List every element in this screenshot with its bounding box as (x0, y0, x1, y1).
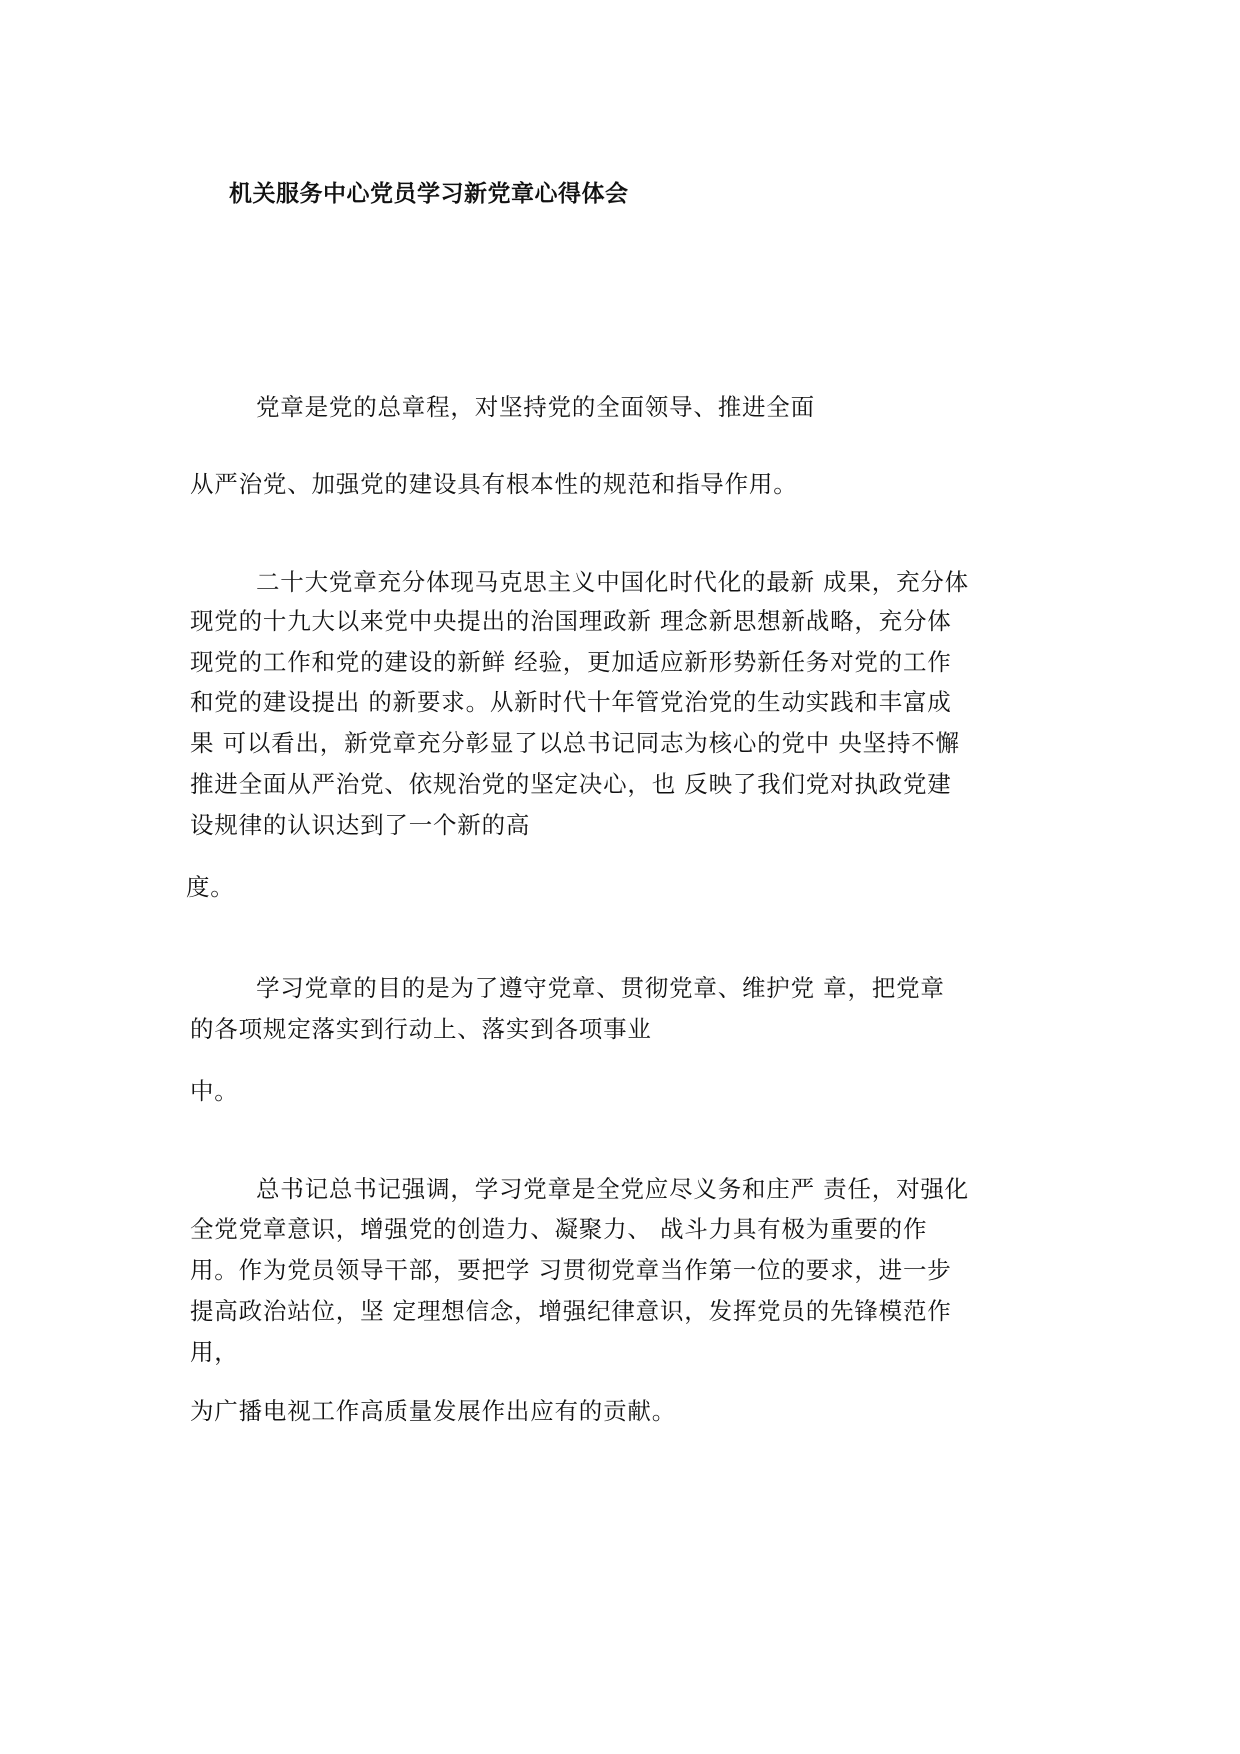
paragraph-2-line-8: 度。 (186, 873, 235, 901)
paragraph-2-line-3: 现党的工作和党的建设的新鲜 经验，更加适应新形势新任务对党的工作 (190, 648, 952, 676)
paragraph-3-line-1: 学习党章的目的是为了遵守党章、贯彻党章、维护党 章，把党章 (256, 974, 945, 1002)
paragraph-3-line-3: 中。 (190, 1077, 239, 1105)
paragraph-4-line-6: 为广播电视工作高质量发展作出应有的贡献。 (190, 1397, 676, 1425)
paragraph-2-line-1: 二十大党章充分体现马克思主义中国化时代化的最新 成果，充分体 (256, 568, 969, 596)
paragraph-2-line-5: 果 可以看出，新党章充分彰显了以总书记同志为核心的党中 央坚持不懈 (190, 729, 960, 757)
paragraph-1-line-2: 从严治党、加强党的建设具有根本性的规范和指导作用。 (190, 470, 798, 498)
paragraph-1-line-1: 党章是党的总章程，对坚持党的全面领导、推进全面 (256, 393, 815, 421)
paragraph-2-line-7: 设规律的认识达到了一个新的高 (190, 811, 531, 839)
paragraph-4-line-2: 全党党章意识，增强党的创造力、凝聚力、 战斗力具有极为重要的作 (190, 1215, 928, 1243)
paragraph-4-line-3: 用。作为党员领导干部，要把学 习贯彻党章当作第一位的要求，进一步 (190, 1256, 952, 1284)
paragraph-2-line-2: 现党的十九大以来党中央提出的治国理政新 理念新思想新战略，充分体 (190, 607, 952, 635)
paragraph-4-line-5: 用， (190, 1338, 239, 1366)
paragraph-4-line-4: 提高政治站位，坚 定理想信念，增强纪律意识，发挥党员的先锋模范作 (190, 1297, 952, 1325)
document-title: 机关服务中心党员学习新党章心得体会 (229, 181, 629, 207)
paragraph-3-line-2: 的各项规定落实到行动上、落实到各项事业 (190, 1015, 652, 1043)
paragraph-2-line-6: 推进全面从严治党、依规治党的坚定决心，也 反映了我们党对执政党建 (190, 770, 952, 798)
paragraph-4-line-1: 总书记总书记强调，学习党章是全党应尽义务和庄严 责任，对强化 (256, 1175, 969, 1203)
paragraph-2-line-4: 和党的建设提出 的新要求。从新时代十年管党治党的生动实践和丰富成 (190, 688, 952, 716)
